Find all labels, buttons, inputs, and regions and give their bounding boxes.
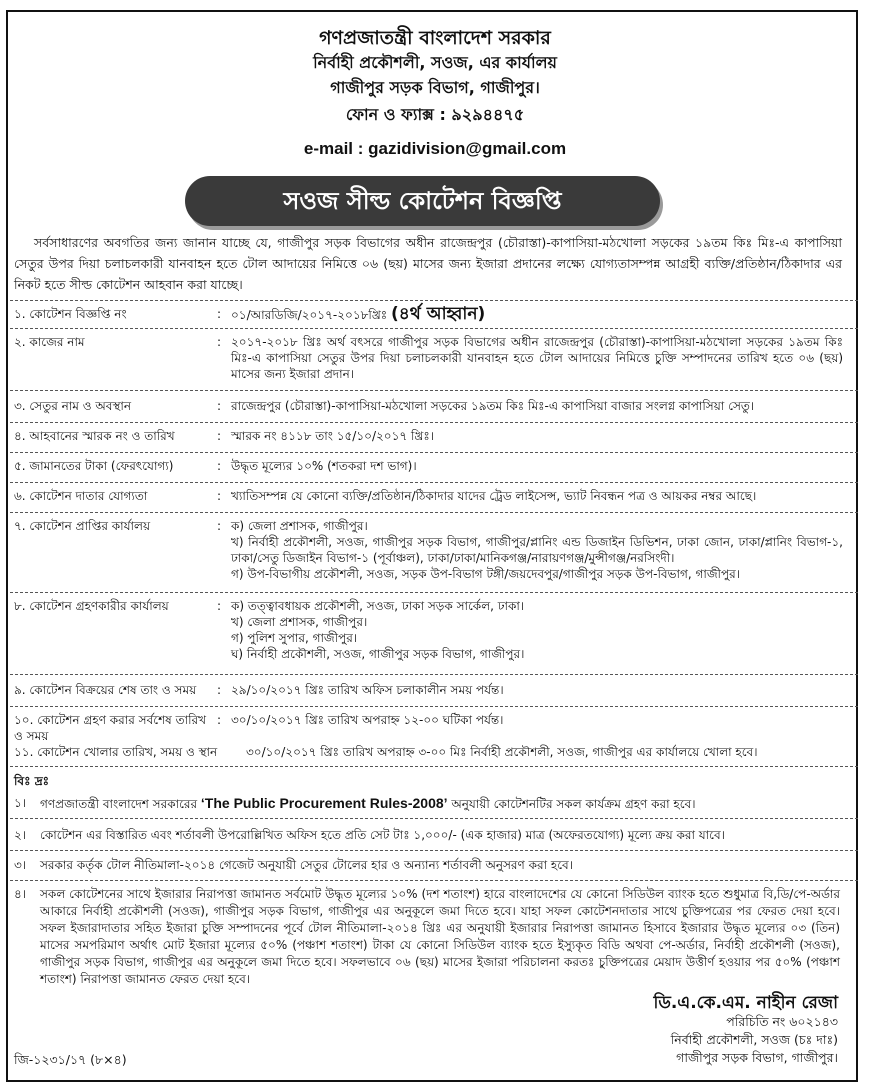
item-label: ৪. আহবানের স্মারক নং ও তারিখ bbox=[14, 429, 175, 443]
footer-code: জি-১২৩১/১৭ (৮×৪) bbox=[14, 1052, 127, 1067]
signatory-id: পরিচিতি নং ৬০২১৪৩ bbox=[726, 1014, 838, 1029]
rules-title: ‘The Public Procurement Rules-2008’ bbox=[200, 795, 448, 811]
divider bbox=[10, 674, 858, 675]
item-value: ২০১৭-২০১৮ খ্রিঃ অর্থ বৎসরে গাজীপুর সড়ক বিভাগের অধীন রাজেন্দ্রপুর (চৌরাস্তা)-কাপাসিয়া-মঠখোলা সড়কের ১৯তম কিঃ মিঃ-এ কাপাসিয়া সেতুর উপর দিয়া চলাচলকারী যানবাহন হতে টোল আদায়ের নিমিত্তে চুক্তি সম্পাদনের তারিখ হতে ০৬ (ছয়) মাসের জন্য ইজারা প্রদান। bbox=[231, 335, 843, 381]
divider bbox=[10, 880, 858, 881]
notes-heading: বিঃ দ্রঃ bbox=[14, 774, 50, 788]
office-line: ক) জেলা প্রশাসক, গাজীপুর। bbox=[231, 519, 368, 533]
government-title: গণপ্রজাতন্ত্রী বাংলাদেশ সরকার bbox=[319, 27, 551, 49]
item-value: ৩০/১০/২০১৭ খ্রিঃ তারিখ অপরাহ্ন ৩-০০ মিঃ নির্বাহী প্রকৌশলী, সওজ, গাজীপুর এর কার্যালয়ে খোলা হবে। bbox=[246, 745, 758, 759]
divider bbox=[10, 482, 858, 483]
divider bbox=[10, 592, 858, 593]
divider bbox=[10, 512, 858, 513]
item-label: ৩. সেতুর নাম ও অবস্থান bbox=[14, 399, 132, 413]
item-label: ২. কাজের নাম bbox=[14, 335, 85, 349]
email-address: e-mail : gazidivision@gmail.com bbox=[303, 139, 567, 158]
item-value: খ্যাতিসম্পন্ন যে কোনো ব্যক্তি/প্রতিষ্ঠান/ঠিকাদার যাদের ট্রেড লাইসেন্স, ভ্যাট নিবন্ধন পত্র ও আয়কর নম্বর আছে। bbox=[231, 489, 757, 503]
item-label: ৬. কোটেশন দাতার যোগ্যতা bbox=[14, 489, 148, 503]
divider bbox=[10, 422, 858, 423]
office-title: নির্বাহী প্রকৌশলী, সওজ, এর কার্যালয় bbox=[313, 53, 557, 72]
divider bbox=[10, 390, 858, 391]
item-label: ১. কোটেশন বিজ্ঞপ্তি নং bbox=[14, 307, 127, 321]
division-title: গাজীপুর সড়ক বিভাগ, গাজীপুর। bbox=[330, 78, 540, 97]
office-line: গ) উপ-বিভাগীয় প্রকৌশলী, সওজ, সড়ক উপ-বিভাগ টঙ্গী/জয়দেবপুর/গাজীপুর সড়ক উপ-বিভাগ, গাজীপুর। bbox=[231, 567, 741, 581]
phone-fax: ফোন ও ফ্যাক্স : ৯২৯৪৪৭৫ bbox=[345, 105, 525, 124]
item-value: ০১/আরডিজি/২০১৭-২০১৮খ্রিঃ bbox=[231, 308, 388, 322]
call-number: (৪র্থ আহ্বান) bbox=[391, 304, 486, 324]
note-number: ২। bbox=[14, 828, 27, 842]
item-value: স্মারক নং ৪১১৮ তাং ১৫/১০/২০১৭ খ্রিঃ। bbox=[231, 429, 435, 443]
divider bbox=[10, 452, 858, 453]
item-label: ১০. কোটেশন গ্রহণ করার সর্বশেষ তারিখ ও সময় bbox=[14, 713, 207, 743]
item-label: ৭. কোটেশন প্রাপ্তির কার্যালয় bbox=[14, 519, 151, 533]
item-label: ৮. কোটেশন গ্রহণকারীর কার্যালয় bbox=[14, 599, 169, 613]
signatory-title: নির্বাহী প্রকৌশলী, সওজ (চঃ দাঃ) bbox=[670, 1032, 838, 1047]
signatory-office: গাজীপুর সড়ক বিভাগ, গাজীপুর। bbox=[676, 1050, 838, 1065]
office-line: খ) নির্বাহী প্রকৌশলী, সওজ, গাজীপুর সড়ক বিভাগ, গাজীপুর/প্লানিং এন্ড ডিজাইন ডিভিশন, ঢাকা জোন, ঢাকা/প্লানিং বিভাগ-১, ঢাকা/সেতু ডিজাইন বিভাগ-১ (পূর্বাঞ্চল), ঢাকা/ঢাকা/মানিকগঞ্জ/নারায়ণগঞ্জ/মুন্সীগঞ্জ/নরসিংদী। bbox=[231, 535, 843, 565]
signatory-name: ডি.এ.কে.এম. নাহীন রেজা bbox=[653, 993, 838, 1013]
divider bbox=[10, 818, 858, 819]
note-text: সরকার কর্তৃক টোল নীতিমালা-২০১৪ গেজেট অনুযায়ী সেতুর টোলের হার ও অন্যান্য শর্তাবলী অনুসরণ করা হবে। bbox=[40, 858, 573, 872]
office-line: খ) জেলা প্রশাসক, গাজীপুর। bbox=[231, 615, 368, 629]
note-text: সকল কোটেশনের সাথে ইজারার নিরাপত্তা জামানত সর্বমোট উদ্ধৃত মূল্যের ১০% (দশ শতাংশ) হারে বাংলাদেশের যে কোনো সিডিউল ব্যাংক হতে শুধুমাত্র বি,ডি/পে-অর্ডার আকারে নির্বাহী প্রকৌশলী (সওজ), গাজীপুর সড়ক বিভাগ, গাজীপুর এর অনুকূলে জমা দিতে হবে। যাহা সফল কোটেশনদাতার সাথে চুক্তিপত্রের পর ফেরত দেয়া হবে। সফল ইজারাদাতার সহিত ইজারা চুক্তি সম্পাদনের পূর্বে টোল নীতিমালা-২০১৪ খ্রিঃ এর অনুযায়ী ইজারার নিরাপত্তা জামানত হিসাবে ইজারার উদ্ধৃত মূল্যের ০৩ (তিন) মাসের সমপরিমাণ অর্থাৎ মোট ইজারা মূল্যের ৫০% (পঞ্চাশ শতাংশ) টাকা যে কোনো সিডিউল ব্যাংক হতে ইস্যুকৃত বিডি অথবা পে-অর্ডার, নির্বাহী প্রকৌশলী (সওজ), গাজীপুর সড়ক বিভাগ, গাজীপুর এর অনুকূলে জমা দিতে হবে। সফলভাবে ০৬ (ছয়) মাসের ইজারা পরিচালনা করতঃ চুক্তিপত্রের মেয়াদ উত্তীর্ণ হওয়ার পর ৫০% (পঞ্চাশ শতাংশ) নিরাপত্তা জামানত ফেরত দেয়া হবে। bbox=[40, 887, 840, 986]
note-text: কোটেশন এর বিস্তারিত এবং শর্তাবলী উপরোল্লিখিত অফিস হতে প্রতি সেট টাঃ ১,০০০/- (এক হাজার) মাত্র (অফেরতযোগ্য) মূল্যে ক্রয় করা যাবে। bbox=[40, 828, 725, 842]
item-value: ৩০/১০/২০১৭ খ্রিঃ তারিখ অপরাহ্ন ১২-০০ ঘটিকা পর্যন্ত। bbox=[231, 713, 504, 727]
office-line: গ) পুলিশ সুপার, গাজীপুর। bbox=[231, 631, 358, 645]
item-label: ৯. কোটেশন বিক্রয়ের শেষ তাং ও সময় bbox=[14, 683, 197, 697]
office-line: ঘ) নির্বাহী প্রকৌশলী, সওজ, গাজীপুর সড়ক বিভাগ, গাজীপুর। bbox=[231, 647, 525, 661]
item-label: ১১. কোটেশন খোলার তারিখ, সময় ও স্থান bbox=[14, 745, 218, 759]
divider bbox=[10, 328, 858, 329]
item-label: ৫. জামানতের টাকা (ফেরৎযোগ্য) bbox=[14, 459, 174, 473]
note-number: ৪। bbox=[14, 887, 27, 901]
item-value: উদ্ধৃত মূল্যের ১০% (শতকরা দশ ভাগ)। bbox=[231, 459, 417, 473]
divider bbox=[10, 850, 858, 851]
divider bbox=[10, 706, 858, 707]
note-number: ৩। bbox=[14, 858, 27, 872]
intro-paragraph: সর্বসাধারণের অবগতির জন্য জানান যাচ্ছে যে, গাজীপুর সড়ক বিভাগের অধীন রাজেন্দ্রপুর (চৌরাস্তা)-কাপাসিয়া-মঠখোলা সড়কের ১৯তম কিঃ মিঃ-এ কাপাসিয়া সেতুর উপর দিয়া চলাচলকারী যানবাহন হতে টোল আদায়ের নিমিত্তে ০৬ (ছয়) মাসের জন্য ইজারা প্রদানের লক্ষ্যে যোগ্যতাসম্পন্ন আগ্রহী ব্যক্তি/প্রতিষ্ঠান/ঠিকাদার এর নিকট হতে সীল্ড কোটেশন আহবান করা যাচ্ছে। bbox=[14, 235, 842, 292]
item-value: ২৯/১০/২০১৭ খ্রিঃ তারিখ অফিস চলাকালীন সময় পর্যন্ত। bbox=[231, 683, 504, 697]
item-value: রাজেন্দ্রপুর (চৌরাস্তা)-কাপাসিয়া-মঠখোলা সড়কের ১৯তম কিঃ মিঃ-এ কাপাসিয়া বাজার সংলগ্ন কাপাসিয়া সেতু। bbox=[231, 399, 755, 413]
office-line: ক) তত্ত্বাবধায়ক প্রকৌশলী, সওজ, ঢাকা সড়ক সার্কেল, ঢাকা। bbox=[231, 599, 525, 613]
note-number: ১। bbox=[14, 796, 27, 810]
divider bbox=[10, 766, 858, 767]
notice-banner: সওজ সীল্ড কোটেশন বিজ্ঞপ্তি bbox=[185, 176, 660, 226]
divider bbox=[10, 300, 858, 301]
